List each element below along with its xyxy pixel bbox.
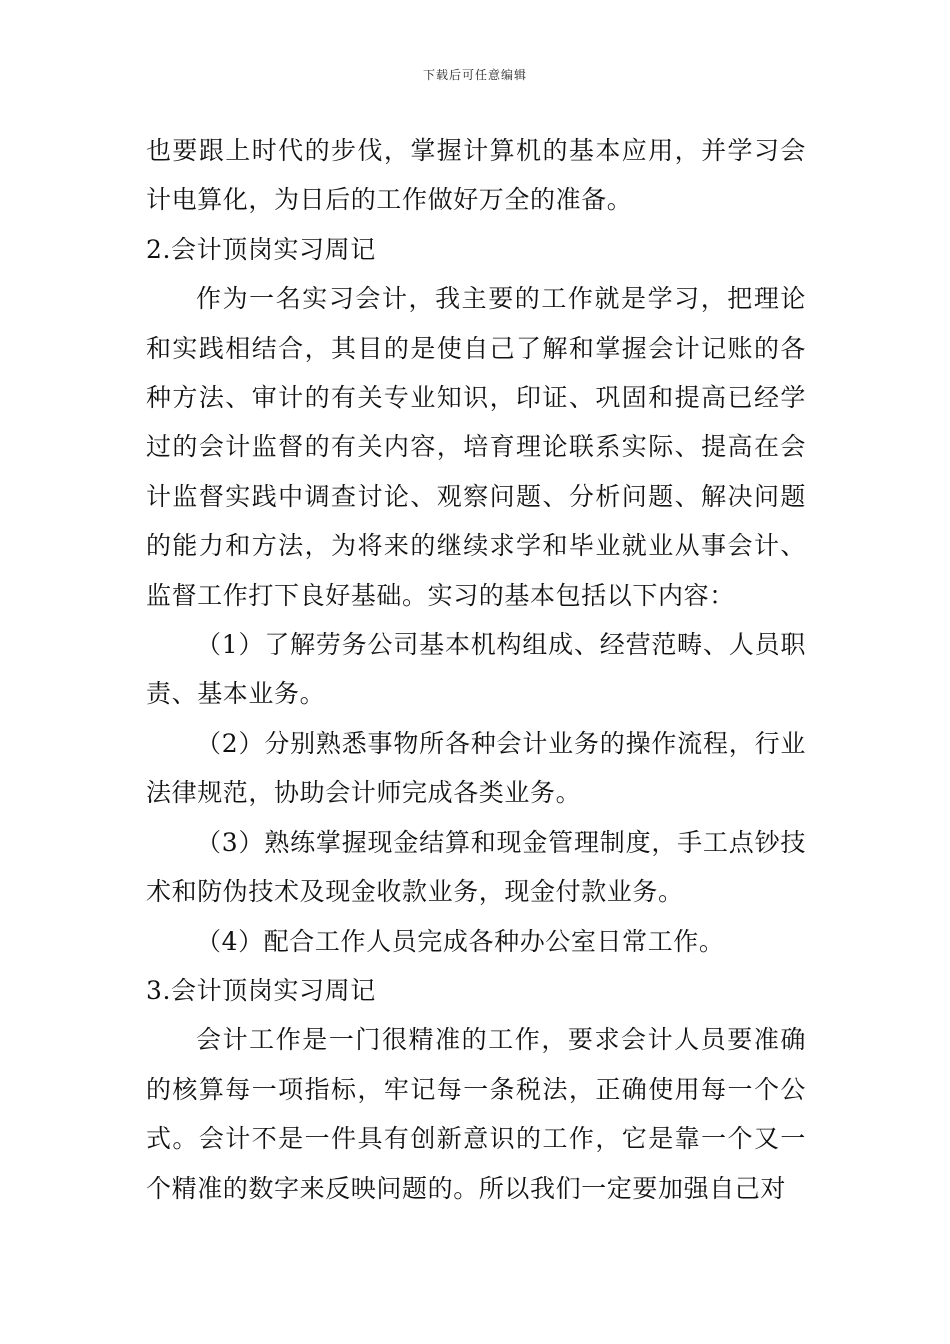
list-item-3: （3）熟练掌握现金结算和现金管理制度，手工点钞技术和防伪技术及现金收款业务，现金付款业务。	[146, 827, 806, 907]
list-item-4: （4）配合工作人员完成各种办公室日常工作。	[196, 926, 725, 956]
section-heading-3: 3.会计顶岗实习周记	[146, 975, 376, 1005]
paragraph-continuation: 也要跟上时代的步伐，掌握计算机的基本应用，并学习会计电算化，为日后的工作做好万全的准备。	[146, 136, 806, 215]
section-heading-2: 2.会计顶岗实习周记	[146, 234, 376, 264]
paragraph-accuracy: 会计工作是一门很精准的工作，要求会计人员要准确的核算每一项指标，牢记每一条税法，正确使用每一个公式。会计不是一件具有创新意识的工作，它是靠一个又一个精准的数字来反映问题的。所以我们一定要加强自己对	[146, 1025, 806, 1203]
paragraph-internship-duties: 作为一名实习会计，我主要的工作就是学习，把理论和实践相结合，其目的是使自己了解和掌握会计记账的各种方法、审计的有关专业知识，印证、巩固和提高已经学过的会计监督的有关内容，培育理论联系实际、提高在会计监督实践中调查讨论、观察问题、分析问题、解决问题的能力和方法，为将来的继续求学和毕业就业从事会计、监督工作打下良好基础。实习的基本包括以下内容：	[146, 284, 806, 610]
list-item-2: （2）分别熟悉事物所各种会计业务的操作流程，行业法律规范，协助会计师完成各类业务。	[146, 728, 806, 808]
list-item-1: （1）了解劳务公司基本机构组成、经营范畴、人员职责、基本业务。	[146, 630, 806, 709]
document-body	[146, 126, 806, 1213]
page-header-note: 下载后可任意编辑	[422, 68, 527, 82]
